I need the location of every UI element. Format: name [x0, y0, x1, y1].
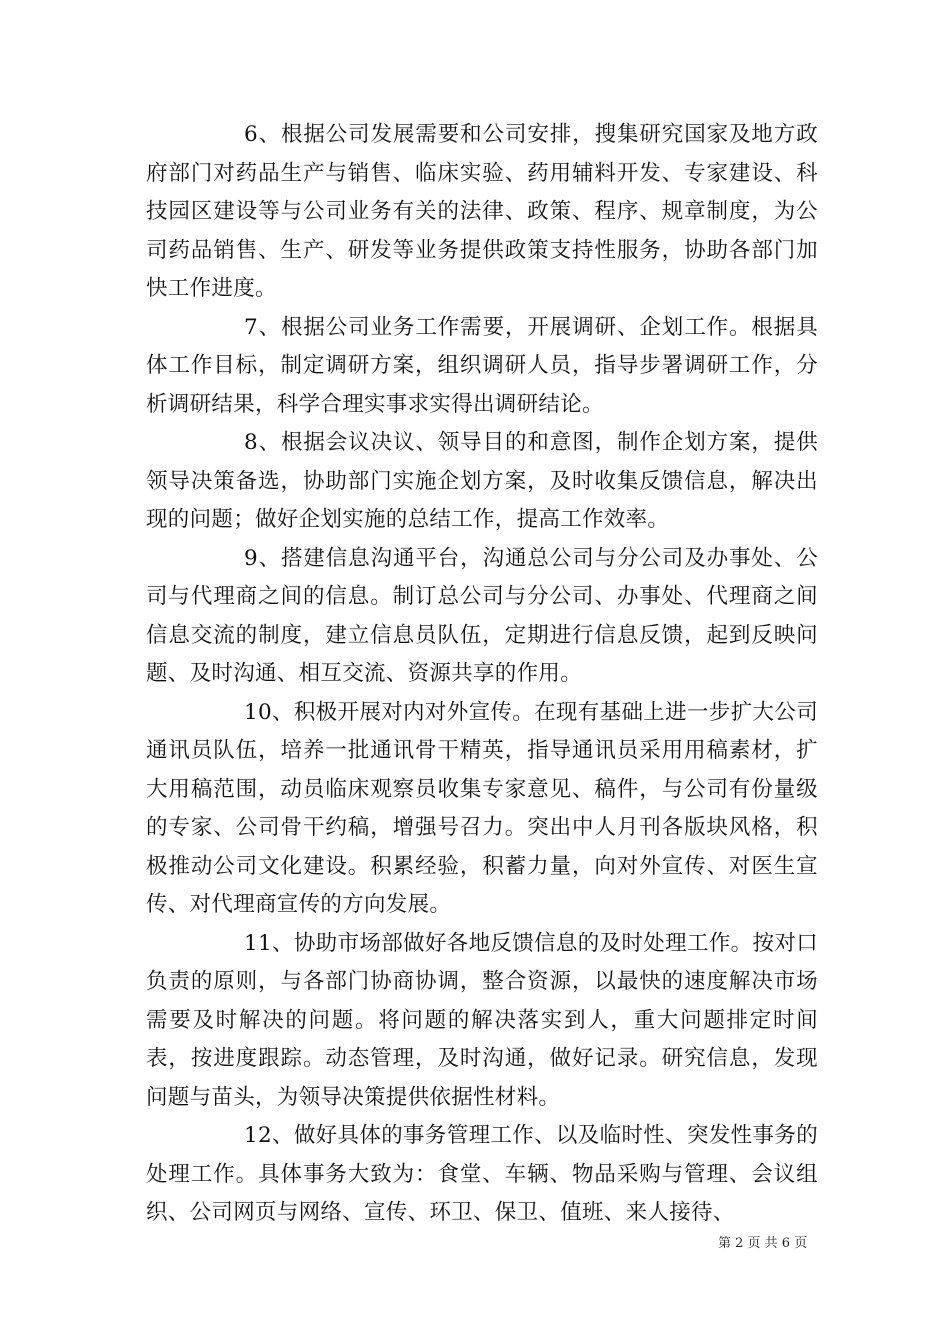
page-number-footer: 第 2 页 共 6 页 [718, 1236, 808, 1251]
paragraph-10: 10、积极开展对内对外宣传。在现有基础上进一步扩大公司通讯员队伍，培养一批通讯骨干精英，指导通讯员采用用稿素材，扩大用稿范围，动员临床观察员收集专家意见、稿件，与公司有份量级的专家、公司骨干约稿，增强号召力。突出中人月刊各版块风格，积极推动公司文化建设。积累经验，积蓄力量，向对外宣传、对医生宣传、对代理商宣传的方向发展。 [146, 699, 818, 917]
paragraph-7: 7、根据公司业务工作需要，开展调研、企划工作。根据具体工作目标，制定调研方案，组织调研人员，指导步署调研工作，分析调研结果，科学合理实事求实得出调研结论。 [146, 314, 818, 417]
paragraph-11: 11、协助市场部做好各地反馈信息的及时处理工作。按对口负责的原则，与各部门协商协调，整合资源，以最快的速度解决市场需要及时解决的问题。将问题的解决落实到人，重大问题排定时间表，按进度跟踪。动态管理，及时沟通，做好记录。研究信息，发现问题与苗头，为领导决策提供依据性材料。 [146, 930, 818, 1110]
paragraph-9: 9、搭建信息沟通平台，沟通总公司与分公司及办事处、公司与代理商之间的信息。制订总公司与分公司、办事处、代理商之间信息交流的制度，建立信息员队伍，定期进行信息反馈，起到反映问题、及时沟通、相互交流、资源共享的作用。 [146, 545, 818, 686]
paragraph-12: 12、做好具体的事务管理工作、以及临时性、突发性事务的处理工作。具体事务大致为：食堂、车辆、物品采购与管理、会议组织、公司网页与网络、宣传、环卫、保卫、值班、来人接待、 [146, 1123, 818, 1225]
paragraph-8: 8、根据会议决议、领导目的和意图，制作企划方案，提供领导决策备选，协助部门实施企划方案，及时收集反馈信息，解决出现的问题；做好企划实施的总结工作，提高工作效率。 [146, 430, 818, 532]
document-body [146, 116, 818, 1233]
paragraph-6: 6、根据公司发展需要和公司安排，搜集研究国家及地方政府部门对药品生产与销售、临床实验、药用辅料开发、专家建设、科技园区建设等与公司业务有关的法律、政策、程序、规章制度，为公司药品销售、生产、研发等业务提供政策支持性服务，协助各部门加快工作进度。 [146, 122, 818, 301]
